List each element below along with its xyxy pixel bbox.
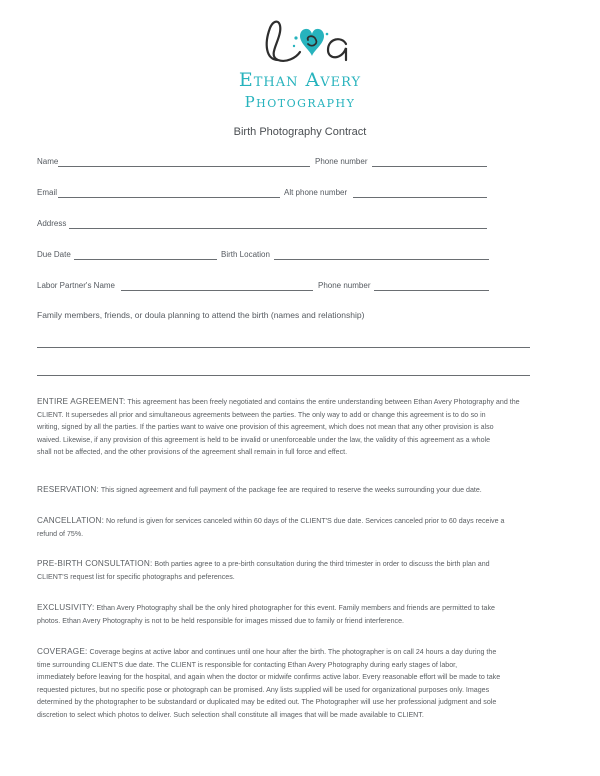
due-date-label: Due Date	[37, 250, 71, 259]
labor-partner-field[interactable]	[121, 290, 313, 291]
clause-line: CLIENT'S request list for specific photographs and peferences.	[37, 572, 235, 581]
clause-line: determined by the photographer to be substandard or duplicated may be edited out. The Photographer will use her professional judgment and sole	[37, 698, 497, 706]
clause-line: immediately before leaving for the hospital, and again when the doctor or midwife confirms active labor. Every reasonable effort will be made to take	[37, 673, 501, 681]
clause-cancellation	[37, 515, 557, 540]
clause-line: CLIENT. It supersedes all prior and simultaneous agreements between the parties. The only way to add or change this agreement is to do so in	[37, 410, 486, 419]
clause-line: writing, signed by all the parties. If the parties want to waive one provision of this agreement, which does not mean that any other provision is also	[37, 423, 494, 431]
family-attendees-line-2[interactable]	[37, 375, 530, 376]
labor-partner-label: Labor Partner's Name	[37, 281, 116, 290]
clause-reservation	[37, 484, 557, 497]
clause-heading: EXCLUSIVITY:	[37, 603, 95, 612]
clause-coverage	[37, 646, 557, 721]
phone-label: Phone number	[315, 157, 368, 166]
clause-line: time surrounding CLIENT'S due date. The CLIENT is responsible for contacting Ethan Avery Photography during early stages of labor,	[37, 660, 458, 669]
due-date-row	[37, 250, 492, 264]
name-field[interactable]	[58, 166, 310, 167]
brand-subtitle: Photography	[244, 93, 356, 111]
page-title: Birth Photography Contract	[233, 126, 367, 138]
clause-heading: COVERAGE:	[37, 647, 88, 656]
email-row	[37, 188, 492, 202]
partner-phone-field[interactable]	[374, 290, 489, 291]
email-field[interactable]	[58, 197, 280, 198]
clause-line: No refund is given for services canceled within 60 days of the CLIENT'S due date. Services canceled prior to 60 days receive a	[104, 517, 505, 525]
clause-line: photos. Ethan Avery Photography is not to be held responsible for images missed due to family or friend interference.	[37, 616, 404, 625]
alt-phone-label: Alt phone number	[284, 188, 348, 197]
clause-entire-agreement	[37, 396, 557, 459]
clause-heading: PRE-BIRTH CONSULTATION:	[37, 559, 153, 568]
clause-line: Both parties agree to a pre-birth consultation during the third trimester in order to discuss the birth plan and	[152, 560, 490, 568]
birth-location-field[interactable]	[274, 259, 489, 260]
clause-line: Ethan Avery Photography shall be the only hired photographer for this event. Family members and friends are permitted to take	[94, 604, 495, 612]
heart-monogram-logo-icon	[256, 14, 352, 68]
clause-line: shall not be affected, and the other provisions of the agreement shall remain in full force and effect.	[37, 448, 348, 456]
clause-exclusivity	[37, 602, 557, 627]
birth-location-label: Birth Location	[221, 250, 270, 259]
clause-pre-birth-consultation	[37, 558, 557, 583]
clause-line: waived. Likewise, if any provision of this agreement is held to be invalid or unenforceable under the law, the validity of this agreement as a whole	[37, 435, 491, 444]
partner-phone-label: Phone number	[318, 281, 371, 290]
clause-heading: RESERVATION:	[37, 485, 99, 494]
family-attendees-line-1[interactable]	[37, 347, 530, 348]
phone-field[interactable]	[372, 166, 487, 167]
alt-phone-field[interactable]	[353, 197, 487, 198]
labor-partner-row	[37, 281, 492, 295]
name-row	[37, 157, 492, 171]
clause-line: refund of 75%.	[37, 529, 84, 538]
address-field[interactable]	[69, 228, 487, 229]
address-row	[37, 219, 492, 233]
clause-heading: CANCELLATION:	[37, 516, 105, 525]
address-label: Address	[37, 219, 67, 228]
clause-line: discretion to select which photos to deliver. Such selection shall constitute all images that will be made available to CLIENT.	[37, 710, 424, 719]
brand-name: Ethan Avery	[238, 69, 362, 91]
clause-heading: ENTIRE AGREEMENT:	[37, 397, 126, 406]
name-label: Name	[37, 157, 59, 166]
clause-line: requested pictures, but no specific pose or photograph can be promised. Any lists supplied will be used for organizational purposes only. Images	[37, 685, 490, 694]
clause-line: Coverage begins at active labor and continues until one hour after the birth. The photographer is on call 24 hours a day during the	[87, 648, 497, 656]
clause-line: This agreement has been freely negotiated and contains the entire understanding between Ethan Avery Photography and the	[125, 398, 520, 406]
email-label: Email	[37, 188, 58, 197]
clause-line: This signed agreement and full payment of the package fee are required to reserve the weeks surrounding your due date.	[99, 486, 482, 494]
due-date-field[interactable]	[74, 259, 217, 260]
family-attendees-prompt: Family members, friends, or doula planning to attend the birth (names and relationship)	[37, 310, 365, 320]
